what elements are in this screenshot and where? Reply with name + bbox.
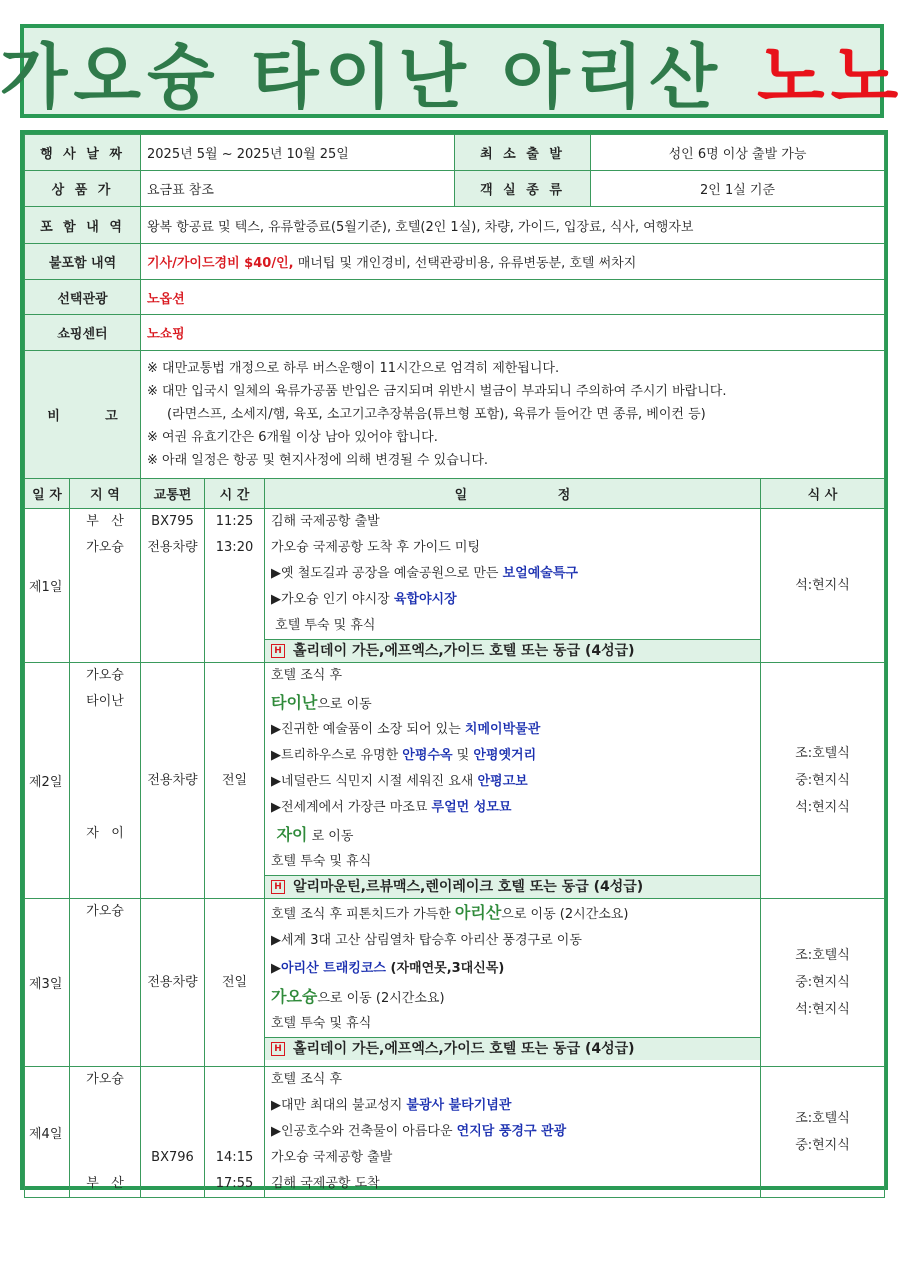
day1-hotel xyxy=(265,639,760,662)
meal-text: 석:현지식 xyxy=(795,800,850,815)
schedule-text: 으로 이동 xyxy=(317,697,372,712)
row-shopping xyxy=(25,315,885,351)
schedule-line: 호텔 투숙 및 휴식 xyxy=(271,618,376,633)
header-day: 일 자 xyxy=(25,479,70,509)
highlight-city: 타이난 xyxy=(271,693,318,712)
period-value: 2025년 5월 ~ 2025년 10월 25일 xyxy=(141,135,455,171)
schedule-line xyxy=(271,561,754,587)
schedule-line xyxy=(271,743,754,769)
note-line: ※ 대만 입국시 일체의 육류가공품 반입은 금지되며 위반시 벌금이 부과되니 주의하여 주시기 바랍니다. xyxy=(147,384,727,399)
schedule-line xyxy=(271,769,754,795)
row-included xyxy=(25,207,885,244)
schedule-text: 로 이동 xyxy=(307,829,354,844)
row-notes xyxy=(25,351,885,479)
note-line: ※ 아래 일정은 항공 및 현지사정에 의해 변경될 수 있습니다. xyxy=(147,453,489,468)
schedule-line xyxy=(271,587,754,613)
day4-row xyxy=(25,1067,885,1198)
title-accent: 노노 xyxy=(757,35,905,118)
day3-meal xyxy=(761,899,885,1067)
transport-text: 전용차량 xyxy=(147,974,198,990)
day1-time xyxy=(205,509,265,663)
region-text: 가오슝 xyxy=(86,904,124,919)
schedule-text: ▶네덜란드 식민지 시절 세워진 요새 xyxy=(271,774,478,789)
transport-text: 전용차량 xyxy=(147,772,198,788)
highlight-place: 육합야시장 xyxy=(393,592,457,607)
time-text: 14:15 xyxy=(215,1150,254,1165)
meal-text: 중:현지식 xyxy=(795,975,850,990)
time-text: 13:20 xyxy=(215,540,254,555)
schedule-text: 및 xyxy=(452,748,474,763)
time-text: 17:55 xyxy=(215,1176,254,1191)
transport-text: BX796 xyxy=(151,1150,194,1165)
highlight-place: 불광사 불타기념관 xyxy=(406,1098,512,1113)
hotel-text: 홀리데이 가든,에프엑스,가이드 호텔 또는 동급 (4성급) xyxy=(293,643,635,659)
highlight-city: 가오슝 xyxy=(271,987,318,1006)
region-text: 가오슝 xyxy=(86,1072,124,1087)
region-text: 부 산 xyxy=(86,514,124,529)
schedule-text: ▶전세계에서 가장큰 마조묘 xyxy=(271,800,432,815)
schedule-text: 으로 이동 (2시간소요) xyxy=(501,907,629,922)
day4-schedule xyxy=(265,1067,761,1198)
day2-transport xyxy=(141,663,205,899)
note-line: (라면스프, 소세지/햄, 육포, 소고기고추장볶음(튜브형 포함), 육류가 들어간 면 종류, 베이컨 등) xyxy=(167,407,706,422)
region-text: 가오슝 xyxy=(86,540,124,555)
itinerary-table xyxy=(24,134,885,1198)
excluded-value xyxy=(141,244,885,280)
schedule-text: (자매연못,3대신목) xyxy=(386,961,505,976)
schedule-text: ▶진귀한 예술품이 소장 되어 있는 xyxy=(271,722,465,737)
title-text: 가오슝 타이난 아리산 xyxy=(0,35,724,118)
day4-label: 제4일 xyxy=(25,1067,70,1198)
schedule-text: ▶트리하우스로 유명한 xyxy=(271,748,403,763)
hotel-text: 알리마운틴,르뷰맥스,렌이레이크 호텔 또는 동급 (4성급) xyxy=(293,879,644,895)
room-value: 2인 1실 기준 xyxy=(591,171,885,207)
day3-hotel xyxy=(265,1037,760,1060)
time-text: 11:25 xyxy=(215,514,254,529)
schedule-line: 호텔 조식 후 xyxy=(271,1072,343,1087)
note-line: ※ 여권 유효기간은 6개월 이상 남아 있어야 합니다. xyxy=(147,430,438,445)
schedule-text: ▶옛 철도길과 공장을 예술공원으로 만든 xyxy=(271,566,503,581)
schedule-line xyxy=(271,795,754,821)
schedule-line xyxy=(271,1093,754,1119)
title-main xyxy=(0,21,904,122)
region-text: 부 산 xyxy=(86,1176,124,1191)
schedule-line xyxy=(271,821,754,849)
highlight-place: 보얼예술특구 xyxy=(502,566,578,581)
schedule-line: 호텔 조식 후 xyxy=(271,668,343,683)
row-price xyxy=(25,171,885,207)
header-time: 시 간 xyxy=(205,479,265,509)
notes-label: 비 고 xyxy=(25,351,141,479)
header-region: 지 역 xyxy=(70,479,141,509)
schedule-line: 김해 국제공항 도착 xyxy=(271,1176,380,1191)
region-text: 자 이 xyxy=(86,826,124,841)
title-banner xyxy=(0,24,905,118)
highlight-place: 아리산 트래킹코스 xyxy=(281,961,386,976)
schedule-line xyxy=(271,899,754,927)
day3-time xyxy=(205,899,265,1067)
day2-label: 제2일 xyxy=(25,663,70,899)
day3-label: 제3일 xyxy=(25,899,70,1067)
time-text: 전일 xyxy=(221,772,248,788)
schedule-line: 호텔 투숙 및 휴식 xyxy=(271,854,372,869)
schedule-text: ▶가오슝 인기 야시장 xyxy=(271,592,394,607)
schedule-header xyxy=(25,479,885,509)
row-optional xyxy=(25,280,885,315)
min-label: 최 소 출 발 xyxy=(455,135,591,171)
highlight-place: 연지담 풍경구 관광 xyxy=(456,1124,567,1139)
day2-row xyxy=(25,663,885,899)
price-value: 요금표 참조 xyxy=(141,171,455,207)
row-excluded xyxy=(25,244,885,280)
transport-text: 전용차량 xyxy=(147,540,198,555)
region-text: 타이난 xyxy=(86,694,124,709)
day3-region xyxy=(70,899,141,1067)
day4-transport xyxy=(141,1067,205,1198)
schedule-line xyxy=(271,955,754,983)
notes-body xyxy=(141,351,885,479)
meal-text: 조:호텔식 xyxy=(795,1111,850,1126)
hotel-icon: H xyxy=(271,644,285,658)
header-transport: 교통편 xyxy=(141,479,205,509)
day3-row xyxy=(25,899,885,1067)
schedule-line xyxy=(271,717,754,743)
price-label: 상 품 가 xyxy=(25,171,141,207)
excluded-label: 불포함 내역 xyxy=(25,244,141,280)
highlight-place: 루얼먼 성모묘 xyxy=(431,800,512,815)
day2-meal xyxy=(761,663,885,899)
header-schedule: 일 정 xyxy=(265,479,761,509)
meal-text: 석:현지식 xyxy=(795,1002,850,1017)
region-text: 가오슝 xyxy=(86,668,124,683)
schedule-text: ▶인공호수와 건축물이 아름다운 xyxy=(271,1124,457,1139)
day2-schedule xyxy=(265,663,761,899)
highlight-place: 안평수옥 xyxy=(402,748,453,763)
optional-value: 노옵션 xyxy=(141,280,885,315)
note-line: ※ 대만교통법 개정으로 하루 버스운행이 11시간으로 엄격히 제한됩니다. xyxy=(147,361,560,376)
schedule-line xyxy=(271,1119,754,1145)
day1-schedule xyxy=(265,509,761,663)
highlight-place: 안평고보 xyxy=(477,774,528,789)
schedule-text: 으로 이동 (2시간소요) xyxy=(317,991,445,1006)
room-label: 객 실 종 류 xyxy=(455,171,591,207)
included-value: 왕복 항공료 및 텍스, 유류할증료(5월기준), 호텔(2인 1실), 차량, 가이드, 입장료, 식사, 여행자보 xyxy=(141,207,885,244)
schedule-text: ▶대만 최대의 불교성지 xyxy=(271,1098,407,1113)
itinerary-frame xyxy=(20,130,888,1190)
day4-meal xyxy=(761,1067,885,1198)
schedule-text: ▶ xyxy=(271,961,281,976)
schedule-line: 호텔 투숙 및 휴식 xyxy=(271,1016,372,1031)
optional-label: 선택관광 xyxy=(25,280,141,315)
meal-text: 조:호텔식 xyxy=(795,746,850,761)
time-text: 전일 xyxy=(221,974,248,990)
day1-transport xyxy=(141,509,205,663)
day1-row xyxy=(25,509,885,663)
day4-region xyxy=(70,1067,141,1198)
included-label: 포 함 내 역 xyxy=(25,207,141,244)
row-period xyxy=(25,135,885,171)
hotel-icon: H xyxy=(271,880,285,894)
highlight-city: 자이 xyxy=(271,825,308,844)
schedule-text: 호텔 조식 후 피톤치드가 가득한 xyxy=(271,907,455,922)
meal-text: 중:현지식 xyxy=(795,1138,850,1153)
schedule-line xyxy=(271,983,754,1011)
schedule-line: ▶세계 3대 고산 삼림열차 탑승후 아리산 풍경구로 이동 xyxy=(271,933,582,948)
day1-label: 제1일 xyxy=(25,509,70,663)
shopping-value: 노쇼핑 xyxy=(141,315,885,351)
schedule-line: 가오슝 국제공항 출발 xyxy=(271,1150,393,1165)
schedule-line: 가오슝 국제공항 도착 후 가이드 미팅 xyxy=(271,540,481,555)
min-value: 성인 6명 이상 출발 가능 xyxy=(591,135,885,171)
shopping-label: 쇼핑센터 xyxy=(25,315,141,351)
day1-region xyxy=(70,509,141,663)
day4-time xyxy=(205,1067,265,1198)
day2-time xyxy=(205,663,265,899)
day2-hotel xyxy=(265,875,760,898)
hotel-icon: H xyxy=(271,1042,285,1056)
excluded-guide-fee: 기사/가이드경비 $40/인, xyxy=(147,256,294,271)
day1-meal xyxy=(761,509,885,663)
period-label: 행 사 날 짜 xyxy=(25,135,141,171)
meal-text: 중:현지식 xyxy=(795,773,850,788)
transport-text: BX795 xyxy=(151,514,194,529)
schedule-line xyxy=(271,689,754,717)
schedule-line: 김해 국제공항 출발 xyxy=(271,514,380,529)
meal-text: 석:현지식 xyxy=(795,578,850,593)
header-meal: 식 사 xyxy=(761,479,885,509)
day2-region xyxy=(70,663,141,899)
hotel-text: 홀리데이 가든,에프엑스,가이드 호텔 또는 동급 (4성급) xyxy=(293,1041,635,1057)
meal-text: 조:호텔식 xyxy=(795,948,850,963)
highlight-place: 치메이박물관 xyxy=(464,722,541,737)
highlight-place: 안평옛거리 xyxy=(473,748,537,763)
excluded-rest: 매너팁 및 개인경비, 선택관광비용, 유류변동분, 호텔 써차지 xyxy=(293,256,637,271)
day3-schedule xyxy=(265,899,761,1067)
highlight-city: 아리산 xyxy=(454,903,502,922)
day3-transport xyxy=(141,899,205,1067)
